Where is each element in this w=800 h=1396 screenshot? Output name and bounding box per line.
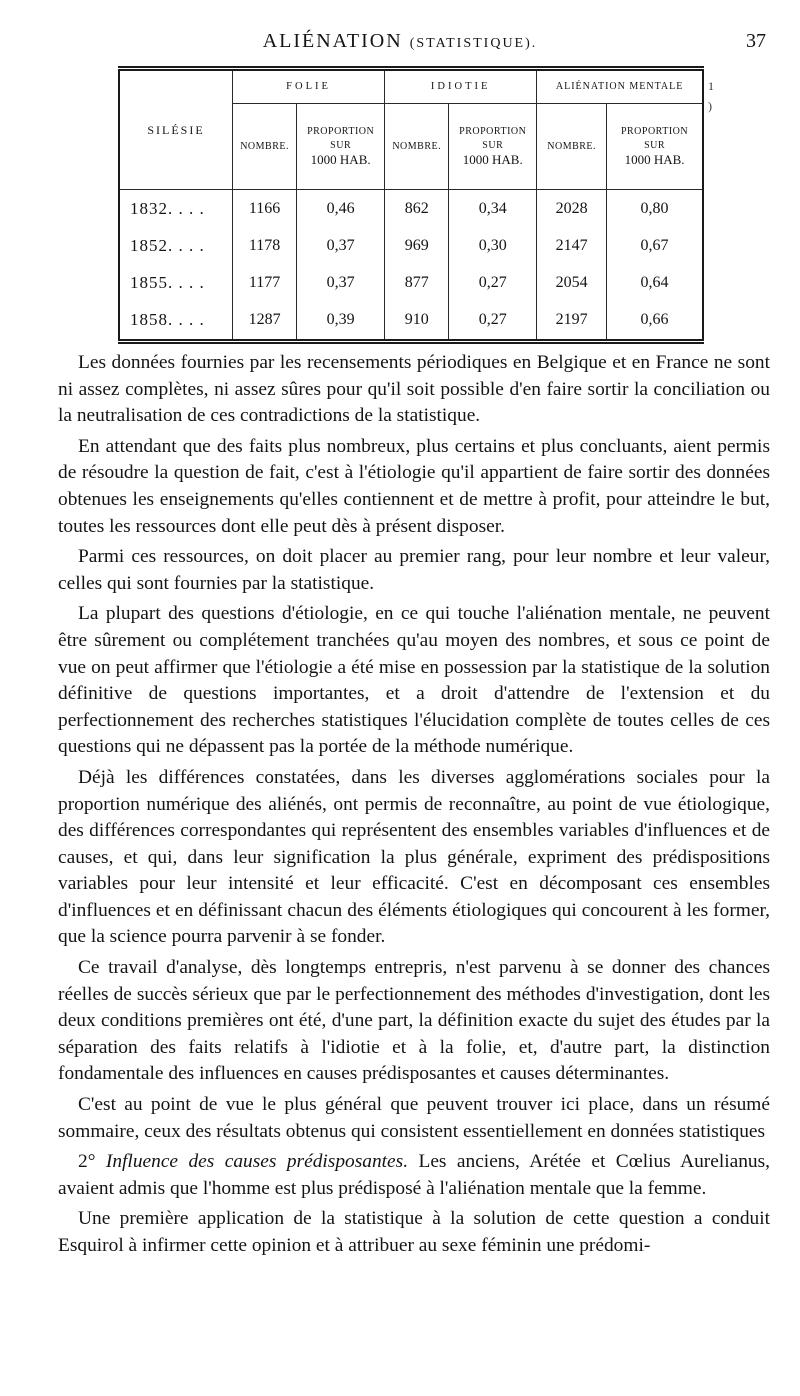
idiotie-nombre-cell: 910 <box>385 302 449 342</box>
section-heading: Influence des causes prédisposantes. <box>105 1151 409 1173</box>
paragraph: Les données fournies par les recensements périodiques en Belgique et en France ne sont ni assez complètes, ni assez sûres pour qu'il soit possible d'en faire sortir la conciliation ou la neutralisation de ces contradictions de la statistique. <box>58 352 770 427</box>
year-cell: 1852. . . . <box>119 227 233 264</box>
group-header-idiotie: IDIOTIE <box>385 69 537 104</box>
alienation-nombre-cell: 2197 <box>537 302 607 342</box>
running-title-sub: (STATISTIQUE). <box>409 36 538 51</box>
folie-nombre-cell: 1287 <box>233 302 297 342</box>
folie-nombre-cell: 1178 <box>233 227 297 264</box>
year-cell: 1858. . . . <box>119 302 233 342</box>
group-header-folie: FOLIE <box>233 69 385 104</box>
table-row <box>119 302 703 342</box>
idiotie-proportion-cell: 0,27 <box>449 265 537 302</box>
subheader-nombre: NOMBRE. <box>233 103 297 190</box>
table-group-header-row <box>119 69 703 104</box>
alienation-nombre-cell: 2054 <box>537 265 607 302</box>
paragraph: Déjà les différences constatées, dans les diverses agglomérations sociales pour la proportion numérique des aliénés, ont permis de reconnaître, au point de vue étiologique, des différences correspondantes qui représentent des ensembles variables d'influences et de causes, et qui, dans leur signification la plus générale, expriment des prédispositions variables pour leur intensité et leur efficacité. C'est en décomposant ces ensembles d'influences et en définissant chacun des éléments étiologiques qui concourent à les former, que la science pourra parvenir à se fonder. <box>58 766 770 948</box>
paragraph: Ce travail d'analyse, dès longtemps entrepris, n'est parvenu à se donner des chances réelles de succès sérieux que par le perfectionnement des méthodes d'investigation, dont les deux conditions premières ont été, d'une part, la définition exacte du sujet des études par la séparation des faits relatifs à l'idiotie et à la folie, et, d'autre part, la distinction fondamentale des influences en causes prédisposantes et causes déterminantes. <box>58 957 770 1085</box>
folie-proportion-cell: 0,46 <box>297 190 385 228</box>
statistics-table <box>118 66 704 344</box>
alienation-proportion-cell: 0,80 <box>607 190 703 228</box>
subheader-nombre: NOMBRE. <box>537 103 607 190</box>
idiotie-nombre-cell: 862 <box>385 190 449 228</box>
alienation-proportion-cell: 0,67 <box>607 227 703 264</box>
margin-marks <box>708 76 714 116</box>
running-title-main: ALIÉNATION <box>262 30 403 52</box>
paragraph: En attendant que des faits plus nombreux, plus certains et plus concluants, aient permis de résoudre la question de fait, c'est à l'étiologie qu'il appartient de faire sortir des données obtenues les enseignements qu'elles contiennent et de mettre à profit, pour atteindre le but, toutes les ressources dont elle peut dès à présent disposer. <box>58 435 770 537</box>
paragraph: La plupart des questions d'étiologie, en ce qui touche l'aliénation mentale, ne peuvent être sûrement ou complétement tranchées qu'au moyen des nombres, et sous ce point de vue on peut affirmer que l'étiologie a été mise en possession par la statistique de la solution définitive de questions importantes, et a droit d'attendre de l'extension et du perfectionnement des recherches statistiques l'élucidation complète de toutes celles de ces questions qui ne dépassent pas la portée de la méthode numérique. <box>58 603 770 758</box>
folie-proportion-cell: 0,39 <box>297 302 385 342</box>
margin-mark: 1 <box>708 79 714 93</box>
subheader-proportion: PROPORTION SUR 1000 HAB. <box>607 103 703 190</box>
folie-proportion-cell: 0,37 <box>297 227 385 264</box>
running-head <box>0 30 800 60</box>
subheader-nombre: NOMBRE. <box>385 103 449 190</box>
subheader-proportion: PROPORTION SUR 1000 HAB. <box>297 103 385 190</box>
statistics-table-container <box>118 66 714 350</box>
margin-mark: ) <box>708 99 712 113</box>
paragraph: C'est au point de vue le plus général que peuvent trouver ici place, dans un résumé sommaire, ceux des résultats obtenus qui consistent essentiellement en données statistiques <box>58 1094 770 1142</box>
region-header: SILÉSIE <box>119 69 233 190</box>
idiotie-nombre-cell: 969 <box>385 227 449 264</box>
page-number: 37 <box>746 30 766 52</box>
section-number: 2° <box>78 1151 96 1173</box>
alienation-proportion-cell: 0,64 <box>607 265 703 302</box>
table-row <box>119 265 703 302</box>
alienation-proportion-cell: 0,66 <box>607 302 703 342</box>
table-row <box>119 227 703 264</box>
body-text <box>58 350 770 1264</box>
alienation-nombre-cell: 2147 <box>537 227 607 264</box>
section-text: Les anciens, Arétée et Cœlius Aurelianus, avaient admis que l'homme est plus prédisposé à l'aliénation mentale que la femme. <box>58 1151 770 1199</box>
section-paragraph <box>58 1149 770 1202</box>
year-cell: 1855. . . . <box>119 265 233 302</box>
idiotie-proportion-cell: 0,27 <box>449 302 537 342</box>
idiotie-proportion-cell: 0,34 <box>449 190 537 228</box>
alienation-nombre-cell: 2028 <box>537 190 607 228</box>
year-cell: 1832. . . . <box>119 190 233 228</box>
folie-nombre-cell: 1177 <box>233 265 297 302</box>
paragraph: Parmi ces ressources, on doit placer au premier rang, pour leur nombre et leur valeur, celles qui sont fournies par la statistique. <box>58 546 770 594</box>
paragraph: Une première application de la statistique à la solution de cette question a conduit Esquirol à infirmer cette opinion et à attribuer au sexe féminin une prédomi- <box>58 1208 770 1256</box>
folie-proportion-cell: 0,37 <box>297 265 385 302</box>
idiotie-proportion-cell: 0,30 <box>449 227 537 264</box>
running-title <box>0 30 800 53</box>
idiotie-nombre-cell: 877 <box>385 265 449 302</box>
group-header-alienation: ALIÉNATION MENTALE <box>537 69 703 104</box>
subheader-proportion: PROPORTION SUR 1000 HAB. <box>449 103 537 190</box>
folie-nombre-cell: 1166 <box>233 190 297 228</box>
table-row <box>119 190 703 228</box>
